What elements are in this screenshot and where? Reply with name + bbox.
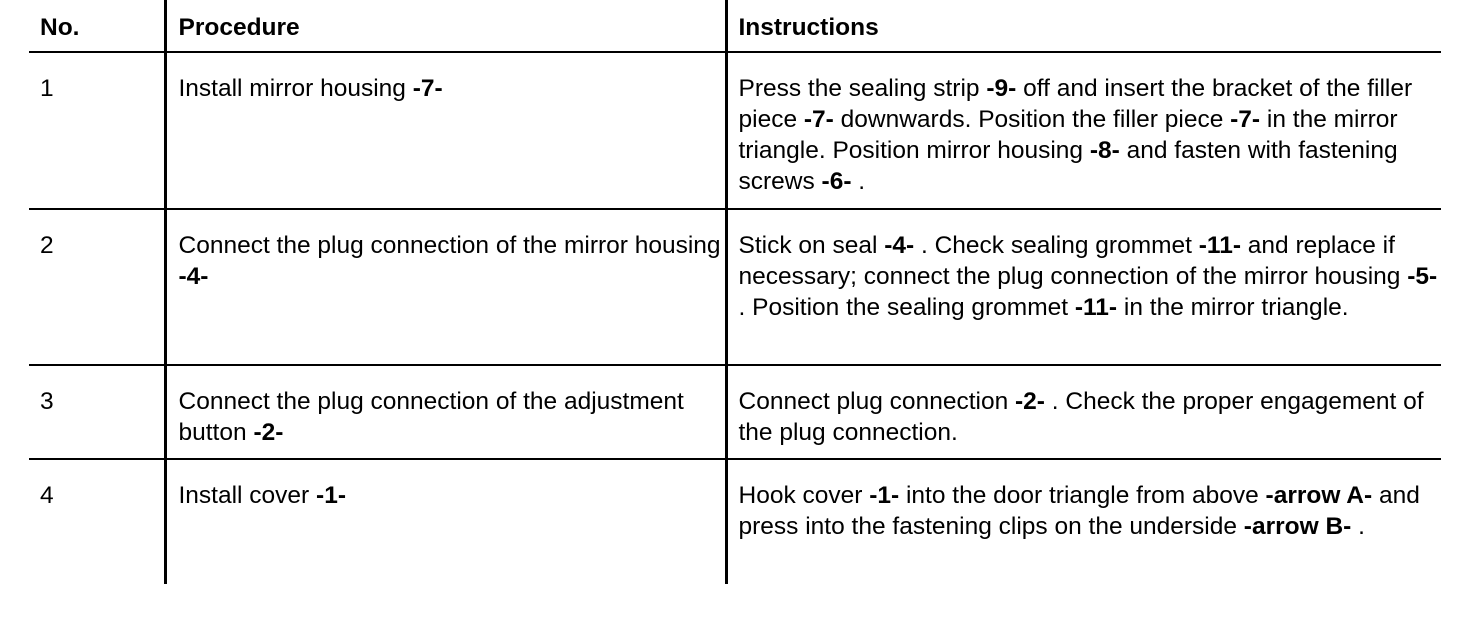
part-reference: -8-: [1089, 137, 1120, 164]
part-reference: -11-: [1074, 294, 1118, 321]
text-run: and replace if necessary; connect the plug connection of the mirror housing: [738, 232, 1408, 290]
text-run: downwards. Position the filler piece: [833, 106, 1231, 133]
header-instructions: Instructions: [726, 0, 1441, 52]
text-run: Connect the plug connection of the mirror housing: [178, 232, 721, 259]
table-row: [29, 52, 1441, 209]
part-reference: -1-: [316, 482, 346, 509]
text-run: .: [1351, 513, 1365, 540]
text-run: Connect the plug connection of the adjustment button: [178, 388, 684, 446]
instructions-cell: [726, 365, 1441, 459]
part-reference: -7-: [1230, 106, 1261, 133]
part-reference: -7-: [412, 75, 443, 102]
procedure-cell: [165, 365, 726, 459]
text-run: into the door triangle from above: [899, 482, 1266, 509]
text-run: .: [851, 168, 866, 195]
text-run: and fasten with fastening screws: [738, 137, 1398, 195]
instructions-cell: [726, 209, 1441, 365]
text-run: . Check the proper engagement of the plug connection.: [738, 388, 1424, 446]
text-run: . Check sealing grommet: [914, 232, 1199, 259]
part-reference: -11-: [1198, 232, 1241, 259]
instructions-cell: [726, 52, 1441, 209]
table-row: [29, 365, 1441, 459]
text-run: Press the sealing strip: [738, 75, 987, 102]
text-run: off and insert the bracket of the filler piece: [738, 75, 1413, 133]
text-run: Install cover: [178, 482, 317, 509]
text-run: in the mirror triangle.: [1117, 294, 1349, 321]
part-reference: -arrow A-: [1265, 482, 1373, 509]
part-reference: -arrow B-: [1243, 513, 1352, 540]
part-reference: -2-: [1015, 388, 1045, 415]
part-reference: -4-: [178, 263, 209, 290]
part-reference: -2-: [253, 419, 284, 446]
table-row: [29, 209, 1441, 365]
instructions-cell: [726, 459, 1441, 584]
header-procedure: Procedure: [165, 0, 726, 52]
table-row: [29, 459, 1441, 584]
text-run: Hook cover: [738, 482, 870, 509]
part-reference: -1-: [869, 482, 900, 509]
row-number: 3: [29, 365, 165, 459]
part-reference: -5-: [1407, 263, 1438, 290]
text-run: Stick on seal: [738, 232, 885, 259]
text-run: in the mirror triangle. Position mirror housing: [738, 106, 1398, 164]
procedure-table: [29, 0, 1441, 584]
procedure-cell: [165, 209, 726, 365]
header-no: No.: [29, 0, 165, 52]
procedure-cell: [165, 459, 726, 584]
text-run: . Position the sealing grommet: [738, 294, 1075, 321]
text-run: Install mirror housing: [178, 75, 413, 102]
row-number: 4: [40, 482, 54, 509]
part-reference: -6-: [821, 168, 852, 195]
procedure-cell: [165, 52, 726, 209]
table-header-row: [29, 0, 1441, 52]
text-run: Connect plug connection: [738, 388, 1015, 415]
part-reference: -4-: [884, 232, 915, 259]
row-number: 2: [29, 209, 165, 365]
text-run: and press into the fastening clips on the underside: [738, 482, 1420, 540]
part-reference: -7-: [803, 106, 834, 133]
row-number: 1: [29, 52, 165, 209]
part-reference: -9-: [986, 75, 1017, 102]
